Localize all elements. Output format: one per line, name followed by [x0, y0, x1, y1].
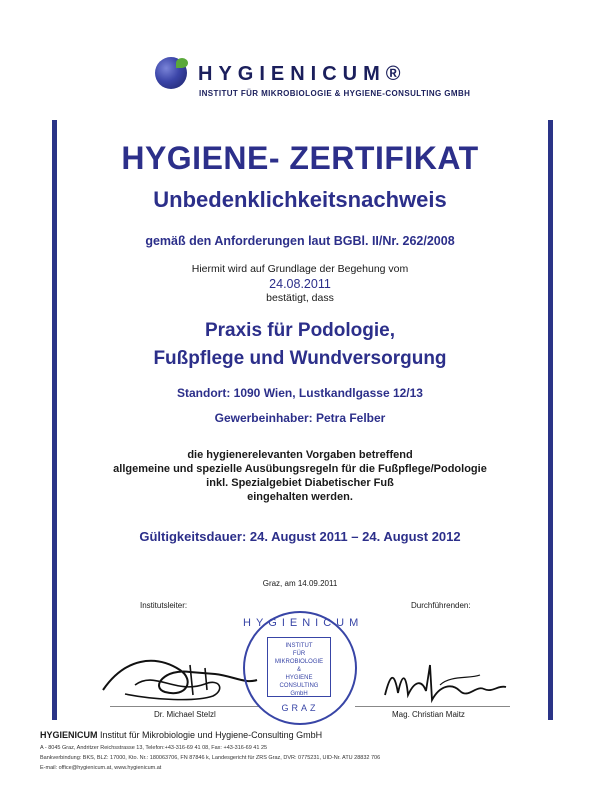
footer-company — [40, 730, 322, 740]
intro-line-2: bestätigt, dass — [266, 292, 334, 304]
stamp-inner-box — [267, 637, 331, 697]
place-and-date: Graz, am 14.09.2011 — [262, 579, 338, 588]
stamp-line: FÜR — [292, 651, 306, 657]
requirement-line: eingehalten werden. — [247, 491, 353, 503]
right-signature-image — [380, 655, 510, 707]
requirement-line: inkl. Spezialgebiet Diabetischer Fuß — [206, 477, 394, 489]
requirement-line: die hygienerelevanten Vorgaben betreffend — [187, 449, 413, 461]
practice-line-2: Fußpflege und Wundversorgung — [153, 348, 447, 369]
leaf-logo-icon — [176, 58, 188, 68]
practice-name — [0, 317, 600, 373]
logo-name: HYGIENICUM® — [198, 63, 407, 85]
validity-period: Gültigkeitsdauer: 24. August 2011 – 24. August 2012 — [139, 529, 461, 544]
logo-subtitle: INSTITUT FÜR MIKROBIOLOGIE & HYGIENE-CONSULTING GMBH — [199, 89, 471, 98]
left-signatory-name: Dr. Michael Stelzl — [154, 710, 216, 719]
inspection-date: 24.08.2011 — [269, 277, 331, 291]
practice-line-1: Praxis für Podologie, — [204, 320, 396, 341]
stamp-line: GmbH — [290, 691, 308, 697]
left-signature-image — [95, 640, 265, 706]
stamp-line: MIKROBIOLOGIE — [274, 659, 324, 665]
stamp-arc-bottom: GRAZ — [281, 703, 319, 713]
footer-contact: E-mail: office@hygienicum.at, www.hygienicum.at — [40, 765, 162, 771]
stamp-line: HYGIENE CONSULTING — [279, 675, 319, 689]
legal-basis: gemäß den Anforderungen laut BGBl. II/Nr. 262/2008 — [145, 234, 455, 248]
stamp-line: INSTITUT — [285, 643, 313, 649]
intro-line-1: Hiermit wird auf Grundlage der Begehung vom — [191, 263, 409, 275]
business-owner: Gewerbeinhaber: Petra Felber — [214, 411, 386, 425]
location: Standort: 1090 Wien, Lustkandlgasse 12/13 — [177, 386, 423, 400]
requirement-line: allgemeine und spezielle Ausübungsregeln für die Fußpflege/Podologie — [113, 463, 487, 475]
right-signature-line — [355, 706, 510, 707]
footer-bank: Bankverbindung: BKS, BLZ: 17000, Kto. Nr.: 180063706, FN 87846 k, Landesgericht für ZRS Graz, DVR: 0775231, UID-Nr. ATU 28832 706 — [40, 755, 381, 761]
requirements-text — [0, 448, 600, 504]
footer-company-rest: Institut für Mikrobiologie und Hygiene-Consulting GmbH — [97, 730, 323, 740]
footer-company-name: HYGIENICUM — [40, 730, 98, 740]
stamp-arc-top: HYGIENICUM — [243, 617, 364, 629]
institute-head-label: Institutsleiter: — [140, 601, 188, 610]
left-signature-line — [110, 706, 260, 707]
footer-address: A - 8045 Graz, Andritzer Reichsstrasse 13, Telefon:+43-316-69 41 08, Fax: +43-316-69 41 25 — [40, 745, 268, 751]
certificate-subtitle: Unbedenklichkeitsnachweis — [153, 187, 447, 212]
stamp-line: & — [296, 667, 301, 673]
certificate-title: HYGIENE- ZERTIFIKAT — [121, 140, 479, 176]
right-signatory-name: Mag. Christian Maitz — [392, 710, 465, 719]
performer-label: Durchführenden: — [411, 601, 471, 610]
